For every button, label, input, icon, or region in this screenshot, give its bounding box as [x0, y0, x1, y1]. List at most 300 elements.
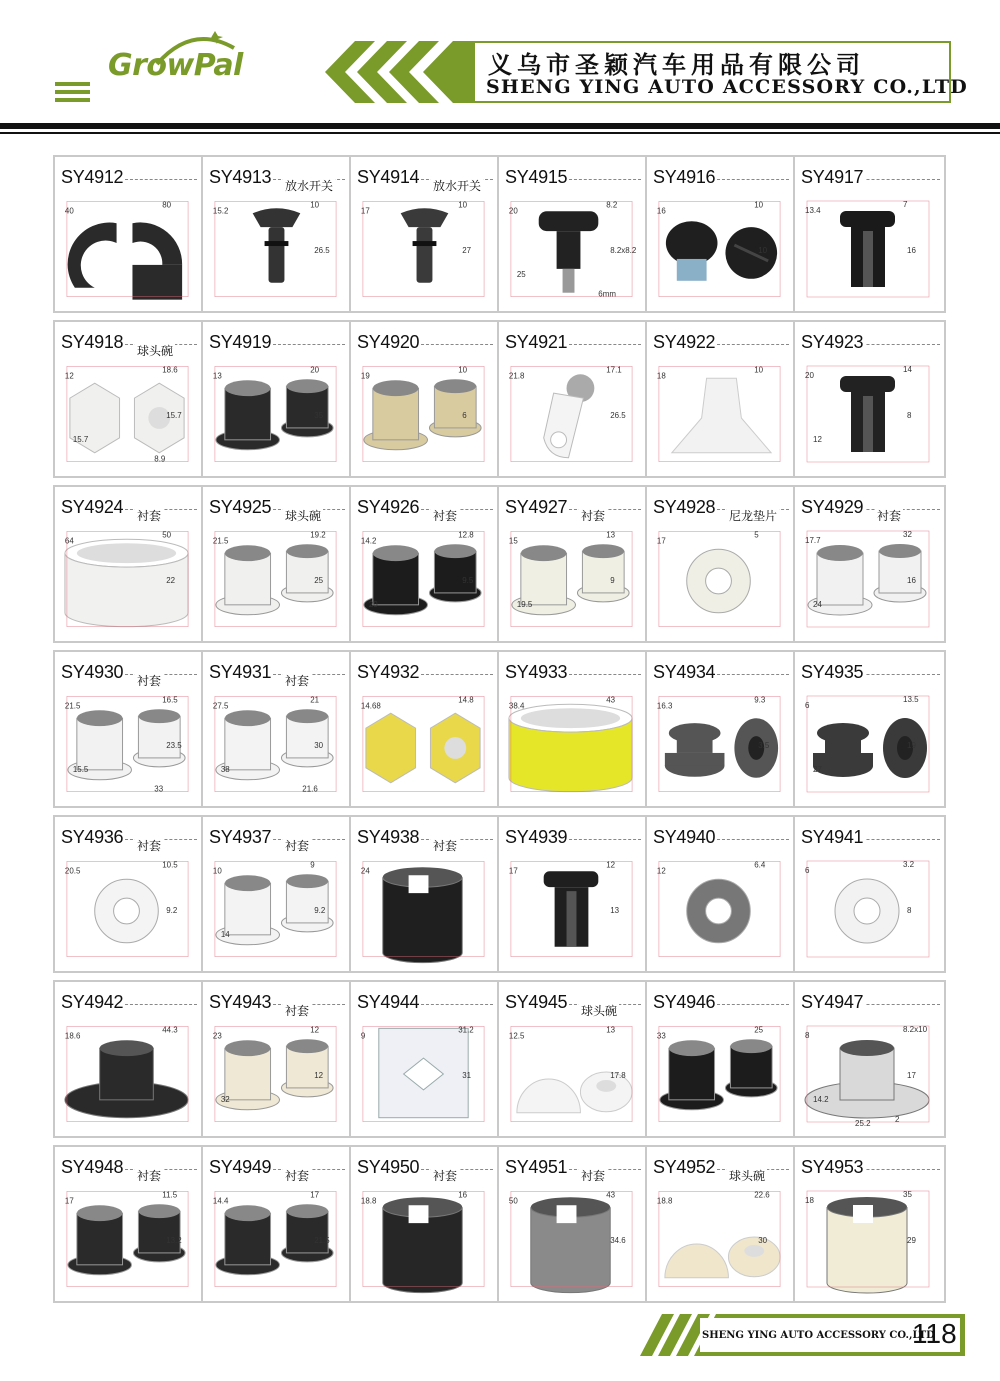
dimension-label: 9.2: [314, 905, 326, 915]
dimension-label: 8.2x10: [903, 1025, 928, 1034]
dimension-label: 14.2: [813, 1095, 829, 1104]
dimension-label: 25: [754, 1025, 764, 1035]
dimension-label: 16: [656, 206, 666, 216]
dimension-label: 30: [758, 1235, 768, 1245]
product-photo: [647, 358, 791, 474]
product-row: [53, 815, 946, 973]
product-header: [203, 322, 349, 360]
product-cell[interactable]: [795, 1147, 944, 1301]
product-cell[interactable]: [55, 982, 203, 1136]
dimension-label: 13.4: [805, 206, 821, 215]
product-header: [795, 652, 944, 690]
product-cell[interactable]: [351, 157, 499, 311]
dimension-label: 16: [907, 246, 916, 255]
product-header: [55, 982, 201, 1020]
product-cell[interactable]: [55, 157, 203, 311]
product-code: SY4945: [505, 992, 568, 1012]
product-photo: [203, 358, 347, 474]
product-photo: [55, 523, 199, 639]
dimension-label: 38.4: [508, 701, 525, 711]
product-code: SY4933: [505, 662, 568, 682]
dimension-label: 25: [314, 575, 324, 585]
product-cell[interactable]: [795, 982, 944, 1136]
product-header: [55, 487, 201, 525]
dimension-label: 17: [360, 206, 370, 216]
product-photo: [203, 853, 347, 969]
product-header: [795, 982, 944, 1020]
product-cell[interactable]: [795, 652, 944, 806]
product-photo: [203, 1183, 347, 1299]
product-photo: [795, 523, 940, 639]
product-header: [647, 322, 793, 360]
product-photo: [203, 523, 347, 639]
product-code: SY4938: [357, 827, 420, 847]
dimension-label: 17: [310, 1190, 320, 1200]
product-header: [203, 157, 349, 195]
dimension-label: 43: [606, 1190, 616, 1200]
dimension-label: 6: [805, 701, 810, 710]
product-header: [351, 982, 497, 1020]
product-photo: [499, 193, 643, 309]
dimension-label: 13.2: [166, 1235, 182, 1245]
product-photo: [499, 1018, 643, 1134]
product-header: [351, 322, 497, 360]
product-code: SY4936: [61, 827, 124, 847]
dimension-label: 25.2: [855, 1119, 871, 1128]
dimension-label: 15.7: [166, 410, 182, 420]
product-photo: [499, 1183, 643, 1299]
dimension-label: 35: [903, 1190, 912, 1199]
product-header: [647, 817, 793, 855]
product-cell[interactable]: [647, 817, 795, 971]
dimension-label: 15.5: [72, 764, 89, 774]
product-cell[interactable]: [795, 817, 944, 971]
product-header: [351, 652, 497, 690]
product-description: 衬套: [877, 509, 902, 523]
product-description: 球头碗: [137, 344, 174, 358]
dimension-label: 6: [462, 410, 467, 420]
dimension-label: 8.9: [154, 454, 166, 464]
product-code: SY4941: [801, 827, 864, 847]
dimension-label: 10: [458, 200, 468, 210]
product-cell[interactable]: [55, 652, 203, 806]
product-cell[interactable]: [647, 157, 795, 311]
dimension-label: 12.5: [508, 1031, 525, 1041]
product-header: [55, 157, 201, 195]
dimension-label: 22: [166, 575, 176, 585]
product-cell[interactable]: [499, 157, 647, 311]
product-cell[interactable]: [351, 322, 499, 476]
dimension-label: 6: [805, 866, 810, 875]
product-photo: [647, 523, 791, 639]
product-header: [499, 157, 645, 195]
product-header: [795, 1147, 944, 1185]
dimension-label: 14.2: [360, 536, 377, 546]
dimension-label: 50: [508, 1196, 518, 1206]
product-row: [53, 320, 946, 478]
dimension-label: 80: [162, 200, 172, 210]
product-cell[interactable]: [203, 817, 351, 971]
logo-bars-icon: [55, 82, 90, 106]
product-photo: [499, 358, 643, 474]
product-code: SY4918: [61, 332, 124, 352]
dimension-label: 6mm: [598, 289, 616, 299]
product-photo: [351, 853, 495, 969]
dimension-label: 17: [656, 536, 666, 546]
dimension-label: 16.5: [162, 695, 178, 705]
dimension-label: 9.3: [754, 695, 766, 705]
product-header: [499, 982, 645, 1020]
product-code: SY4953: [801, 1157, 864, 1177]
product-cell[interactable]: [351, 982, 499, 1136]
product-cell[interactable]: [499, 487, 647, 641]
dimension-label: 17.1: [606, 365, 622, 375]
dimension-label: 14: [220, 929, 230, 939]
dimension-label: 23: [212, 1031, 222, 1041]
dimension-label: 21.5: [212, 536, 229, 546]
product-cell[interactable]: [55, 487, 203, 641]
dimension-label: 17: [64, 1196, 74, 1206]
product-description: 衬套: [137, 1169, 162, 1183]
product-cell[interactable]: [55, 322, 203, 476]
product-code: SY4952: [653, 1157, 716, 1177]
product-photo: [795, 358, 940, 474]
dimension-label: 14.68: [360, 701, 381, 711]
product-code: SY4919: [209, 332, 272, 352]
product-code: SY4926: [357, 497, 420, 517]
product-description: 衬套: [285, 1004, 310, 1018]
dimension-label: 8.2x8.2: [610, 245, 637, 255]
product-cell[interactable]: [647, 652, 795, 806]
product-cell[interactable]: [203, 157, 351, 311]
dimension-label: 18.6: [64, 1031, 81, 1041]
dimension-label: 16.3: [656, 701, 673, 711]
product-description: 衬套: [137, 509, 162, 523]
dimension-label: 14.4: [212, 1196, 229, 1206]
product-code: SY4950: [357, 1157, 420, 1177]
dimension-label: 43: [606, 695, 616, 705]
product-code: SY4924: [61, 497, 124, 517]
dimension-label: 25: [516, 269, 526, 279]
product-row: [53, 155, 946, 313]
product-header: [351, 1147, 497, 1185]
dimension-label: 17.8: [610, 1070, 626, 1080]
product-code: SY4939: [505, 827, 568, 847]
product-cell[interactable]: [351, 487, 499, 641]
dimension-label: 27.5: [212, 701, 229, 711]
footer-company: SHENG YING AUTO ACCESSORY CO.,LTD: [702, 1330, 935, 1341]
product-cell[interactable]: [499, 652, 647, 806]
product-photo: [647, 688, 791, 804]
product-cell[interactable]: [499, 982, 647, 1136]
product-cell[interactable]: [499, 322, 647, 476]
product-cell[interactable]: [647, 487, 795, 641]
dimension-label: 30: [314, 740, 324, 750]
dimension-label: 13: [606, 530, 616, 540]
dimension-label: 13: [606, 1025, 616, 1035]
product-photo: [647, 1183, 791, 1299]
dimension-label: 8.2: [606, 200, 618, 210]
dimension-label: 20: [310, 365, 320, 375]
product-code: SY4916: [653, 167, 716, 187]
product-cell[interactable]: [203, 652, 351, 806]
dimension-label: 22.6: [754, 1190, 770, 1200]
product-cell[interactable]: [55, 1147, 203, 1301]
product-description: 衬套: [433, 509, 458, 523]
product-code: SY4917: [801, 167, 864, 187]
dimension-label: 64: [64, 536, 74, 546]
dimension-label: 31: [462, 1070, 472, 1080]
dimension-label: 12: [64, 371, 74, 381]
dimension-label: 24: [813, 600, 822, 609]
product-row: [53, 1145, 946, 1303]
dimension-label: 32: [903, 530, 912, 539]
product-photo: [795, 1018, 940, 1134]
product-code: SY4937: [209, 827, 272, 847]
product-cell[interactable]: [499, 1147, 647, 1301]
product-code: SY4947: [801, 992, 864, 1012]
dimension-label: 33: [154, 784, 164, 794]
product-photo: [351, 358, 495, 474]
dimension-label: 21.5: [64, 701, 81, 711]
product-cell[interactable]: [203, 322, 351, 476]
product-code: SY4921: [505, 332, 568, 352]
product-description: 衬套: [581, 509, 606, 523]
dimension-label: 29: [907, 1236, 916, 1245]
product-code: SY4935: [801, 662, 864, 682]
dimension-label: 26.5: [610, 410, 626, 420]
product-cell[interactable]: [351, 817, 499, 971]
product-header: [499, 322, 645, 360]
product-header: [795, 322, 944, 360]
product-header: [351, 157, 497, 195]
product-cell[interactable]: [795, 487, 944, 641]
product-code: SY4940: [653, 827, 716, 847]
dimension-label: 16: [907, 576, 916, 585]
header-rule-thin: [0, 132, 1000, 134]
dimension-label: 40: [64, 206, 74, 216]
product-header: [647, 487, 793, 525]
dimension-label: 23.5: [166, 740, 182, 750]
product-code: SY4920: [357, 332, 420, 352]
dimension-label: 12.8: [458, 530, 474, 540]
dimension-label: 19.2: [310, 530, 326, 540]
dimension-label: 9.5: [462, 575, 474, 585]
dimension-label: 24: [360, 866, 370, 876]
product-code: SY4912: [61, 167, 124, 187]
product-photo: [203, 688, 347, 804]
company-name-en: SHENG YING AUTO ACCESSORY CO.,LTD: [486, 76, 968, 98]
product-cell[interactable]: [203, 487, 351, 641]
product-description: 衬套: [285, 839, 310, 853]
product-code: SY4914: [357, 167, 420, 187]
dimension-label: 33: [656, 1031, 666, 1041]
product-row: [53, 980, 946, 1138]
product-photo: [647, 853, 791, 969]
product-photo: [795, 688, 940, 804]
dimension-label: 10: [754, 365, 764, 375]
dimension-label: 27: [813, 765, 822, 774]
dimension-label: 21.8: [508, 371, 525, 381]
product-cell[interactable]: [647, 982, 795, 1136]
dimension-label: 15.2: [212, 206, 229, 216]
dimension-label: 18.8: [656, 1196, 673, 1206]
dimension-label: 9: [610, 575, 615, 585]
dimension-label: 17.7: [805, 536, 821, 545]
product-header: [795, 157, 944, 195]
dimension-label: 35: [314, 410, 324, 420]
product-code: SY4931: [209, 662, 272, 682]
dimension-label: 15: [508, 536, 518, 546]
dimension-label: 18.8: [360, 1196, 377, 1206]
product-cell[interactable]: [795, 322, 944, 476]
dimension-label: 15.7: [72, 434, 89, 444]
product-code: SY4927: [505, 497, 568, 517]
product-header: [795, 817, 944, 855]
product-code: SY4932: [357, 662, 420, 682]
dimension-label: 10: [310, 200, 320, 210]
product-header: [499, 1147, 645, 1185]
product-photo: [55, 358, 199, 474]
product-grid: [53, 155, 946, 1307]
product-code: SY4942: [61, 992, 124, 1012]
dimension-label: 9.2: [166, 905, 178, 915]
dimension-label: 17: [907, 1071, 916, 1080]
dimension-label: 10: [754, 200, 764, 210]
product-header: [499, 487, 645, 525]
product-header: [55, 1147, 201, 1185]
dimension-label: 26.5: [314, 245, 330, 255]
product-header: [647, 1147, 793, 1185]
product-photo: [351, 193, 495, 309]
product-cell[interactable]: [795, 157, 944, 311]
dimension-label: 20: [805, 371, 814, 380]
dimension-label: 18: [656, 371, 666, 381]
product-description: 衬套: [137, 674, 162, 688]
product-cell[interactable]: [499, 817, 647, 971]
dimension-label: 10: [212, 866, 222, 876]
dimension-label: 21.6: [302, 784, 318, 794]
product-header: [647, 157, 793, 195]
product-row: [53, 650, 946, 808]
product-photo: [55, 1018, 199, 1134]
product-header: [499, 652, 645, 690]
product-description: 球头碗: [285, 509, 322, 523]
dimension-label: 10.5: [162, 860, 178, 870]
product-code: SY4930: [61, 662, 124, 682]
product-description: 尼龙垫片: [729, 509, 778, 523]
product-photo: [55, 853, 199, 969]
dimension-label: 19.5: [516, 599, 533, 609]
dimension-label: 12: [310, 1025, 320, 1035]
product-description: 放水开关: [433, 179, 482, 193]
dimension-label: 32: [220, 1094, 230, 1104]
product-cell[interactable]: [203, 1147, 351, 1301]
dimension-label: 8: [907, 411, 912, 420]
product-photo: [499, 688, 643, 804]
product-photo: [351, 523, 495, 639]
product-photo: [55, 1183, 199, 1299]
product-header: [55, 817, 201, 855]
product-code: SY4925: [209, 497, 272, 517]
dimension-label: 12: [656, 866, 666, 876]
product-cell[interactable]: [351, 652, 499, 806]
product-cell[interactable]: [647, 1147, 795, 1301]
product-photo: [647, 193, 791, 309]
dimension-label: 7: [903, 200, 908, 209]
product-cell[interactable]: [203, 982, 351, 1136]
product-cell[interactable]: [647, 322, 795, 476]
product-description: 衬套: [433, 839, 458, 853]
product-header: [203, 1147, 349, 1185]
product-photo: [795, 193, 940, 309]
dimension-label: 8: [805, 1031, 810, 1040]
product-photo: [55, 193, 199, 309]
dimension-label: 19: [360, 371, 370, 381]
product-photo: [499, 523, 643, 639]
product-header: [203, 817, 349, 855]
dimension-label: 8: [907, 906, 912, 915]
product-description: 衬套: [137, 839, 162, 853]
product-description: 衬套: [581, 1169, 606, 1183]
product-description: 衬套: [285, 674, 310, 688]
product-code: SY4949: [209, 1157, 272, 1177]
product-header: [55, 652, 201, 690]
dimension-label: 12: [606, 860, 616, 870]
product-row: [53, 485, 946, 643]
header-rule: [0, 123, 1000, 129]
dimension-label: 3.5: [758, 740, 770, 750]
dimension-label: 17: [508, 866, 518, 876]
dimension-label: 44.3: [162, 1025, 178, 1035]
product-code: SY4922: [653, 332, 716, 352]
product-description: 球头碗: [729, 1169, 766, 1183]
product-code: SY4948: [61, 1157, 124, 1177]
product-code: SY4943: [209, 992, 272, 1012]
product-header: [203, 652, 349, 690]
dimension-label: 20: [368, 599, 378, 609]
dimension-label: 18: [805, 1196, 814, 1205]
product-code: SY4923: [801, 332, 864, 352]
page-number: 118: [912, 1318, 957, 1349]
product-header: [795, 487, 944, 525]
product-code: SY4929: [801, 497, 864, 517]
dimension-label: 10: [758, 245, 768, 255]
product-description: 衬套: [285, 1169, 310, 1183]
product-description: 球头碗: [581, 1004, 618, 1018]
product-photo: [203, 193, 347, 309]
product-code: SY4913: [209, 167, 272, 187]
dimension-label: 9: [360, 1031, 366, 1041]
product-description: 放水开关: [285, 179, 334, 193]
product-cell[interactable]: [351, 1147, 499, 1301]
product-cell[interactable]: [55, 817, 203, 971]
product-code: SY4934: [653, 662, 716, 682]
dimension-label: 5: [754, 530, 759, 540]
product-photo: [795, 853, 940, 969]
product-code: SY4946: [653, 992, 716, 1012]
product-header: [203, 982, 349, 1020]
dimension-label: 20: [508, 206, 518, 216]
product-header: [203, 487, 349, 525]
product-code: SY4951: [505, 1157, 568, 1177]
dimension-label: 19: [907, 741, 916, 750]
product-header: [351, 817, 497, 855]
dimension-label: 13.5: [903, 695, 919, 704]
dimension-label: 10: [458, 365, 468, 375]
dimension-label: 6.4: [754, 860, 766, 870]
dimension-label: 50: [162, 530, 172, 540]
